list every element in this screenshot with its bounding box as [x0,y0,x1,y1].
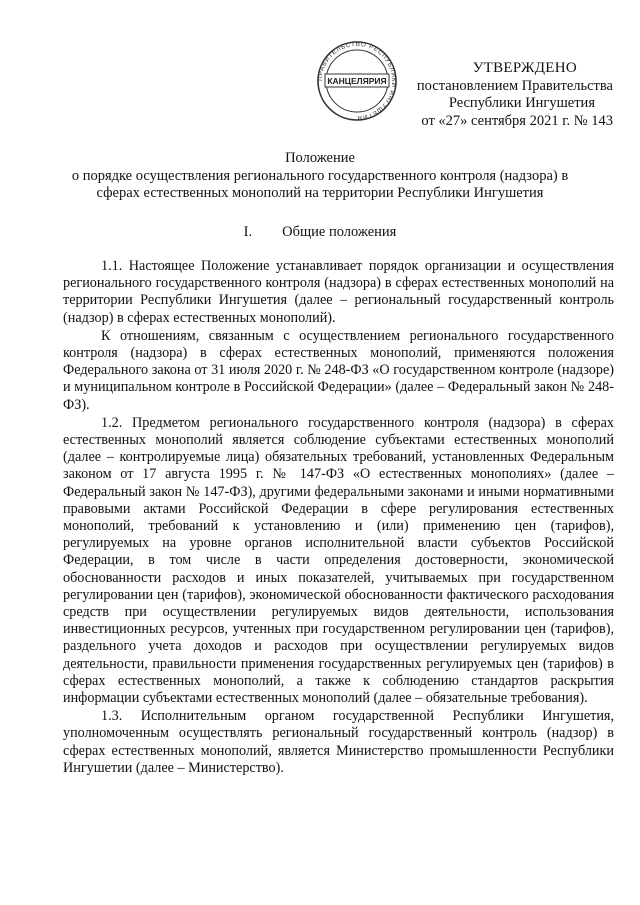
section-title: Общие положения [282,224,397,240]
document-title [0,150,640,203]
paragraph-1-1: 1.1. Настоящее Положение устанавливает порядок организации и осуществления регионального государственного контроля (надзора) в сферах естественных монополий на территории Республики Ингушетия (далее – региональный государственный контроль (надзор) в сферах естественных монополий). [63,258,614,326]
approval-line-1: постановлением Правительства [416,77,613,94]
approval-line-2: Республики Ингушетия [448,95,595,111]
stamp-center-text: КАНЦЕЛЯРИЯ [327,76,387,86]
paragraph-1-3: 1.3. Исполнительным органом государственной Республики Ингушетия, уполномоченным осуществлять региональный государственный контроль (надзор) в сферах естественных монополий, является Министерство промышленности Республики Ингушетии (далее – Министерство). [63,708,614,776]
approval-heading: УТВЕРЖДЕНО [472,60,577,76]
section-number: I. [243,224,253,240]
paragraph-1-2: 1.2. Предметом регионального государственного контроля (надзора) в сферах естественных монополий является соблюдение субъектами естественных монополий (далее – контролируемые лица) обязательных требований, установленных Федеральным законом от 17 августа 1995 г. № 147-ФЗ «О естественных монополиях» (далее – Федеральный закон № 147-ФЗ), другими федеральными законами и иными нормативными правовыми актами Российской Федерации в сфере регулирования естественных монополий, требований к установлению и (или) применению цен (тарифов), регулируемых на уровне органов исполнительной власти субъектов Российской Федерации, в том числе в части определения достоверности, экономической обоснованности расходов и иных показателей, учитываемых при государственном регулировании цен (тарифов), экономической обоснованности фактического расходования средств при осуществлении регулируемых видов деятельности, использования инвестиционных ресурсов, учтенных при государственном регулировании цен (тарифов), раздельного учета доходов и расходов при осуществлении регулируемых видов деятельности, правильности применения государственных регулируемых цен (тарифов) в сферах естественных монополий, а также к соблюдению стандартов раскрытия информации субъектами естественных монополий (далее – обязательные требования). [63,414,614,707]
stamp-ring-text: ПРАВИТЕЛЬСТВО РЕСПУБЛИКИ ИНГУШЕТИЯ [316,40,398,122]
office-stamp [316,40,398,122]
title-subheading: о порядке осуществления регионального государственного контроля (надзора) в сферах естественных монополий на территории Республики Ингушетия [71,167,569,201]
approval-line-3: от «27» сентября 2021 г. № 143 [421,112,613,129]
document-body [63,258,614,777]
paragraph-1-1-relations: К отношениям, связанным с осуществлением регионального государственного контроля (надзора) в сферах естественных монополий, применяются положения Федерального закона от 31 июля 2020 г. № 248-ФЗ «О государственном контроле (надзоре) и муниципальном контроле в Российской Федерации» (далее – Федеральный закон № 248-ФЗ). [63,327,614,413]
section-heading [0,224,640,241]
approval-block [417,60,613,130]
title-heading: Положение [285,150,355,166]
